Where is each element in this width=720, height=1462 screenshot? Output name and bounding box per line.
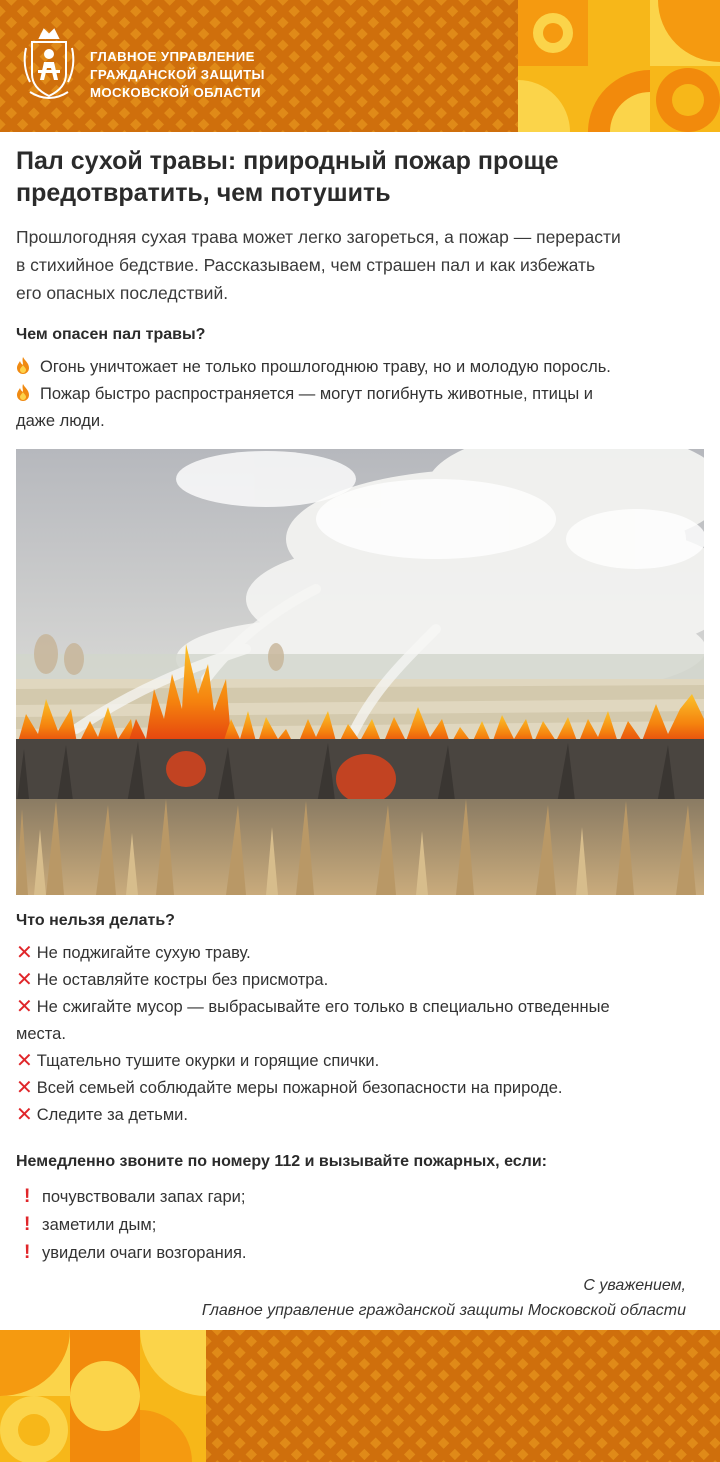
- footer-pattern: [206, 1330, 720, 1462]
- exclamation-icon: !: [24, 1186, 31, 1207]
- title-line-2: предотвратить, чем потушить: [16, 179, 391, 207]
- list-item: [16, 1048, 706, 1075]
- footer-banner: [0, 1330, 720, 1462]
- grass-fire-illustration: [16, 449, 704, 895]
- article-body: [16, 145, 706, 435]
- list-item: [16, 967, 706, 994]
- call-item-3: увидели очаги возгорания.: [42, 1244, 247, 1262]
- signature-org: Главное управление гражданской защиты Московской области: [201, 1302, 686, 1319]
- org-line-3: МОСКОВСКОЙ ОБЛАСТИ: [90, 85, 261, 100]
- dont-item-5: Всей семьей соблюдайте меры пожарной безопасности на природе.: [36, 1079, 563, 1097]
- call-heading: Немедленно звоните по номеру 112 и вызывайте пожарных, если:: [16, 1153, 547, 1170]
- lead-line-2: в стихийное бедствие. Рассказываем, чем страшен пал и как избежать: [16, 255, 596, 275]
- exclamation-icon: !: [24, 1214, 31, 1235]
- donts-heading: Что нельзя делать?: [16, 912, 175, 929]
- cross-mark-icon: ✕: [16, 969, 33, 991]
- cross-mark-icon: ✕: [16, 996, 33, 1018]
- donts-list: [16, 940, 706, 1129]
- signature: [202, 1273, 686, 1323]
- dont-item-1: Не поджигайте сухую траву.: [36, 944, 251, 962]
- title-line-1: Пал сухой травы: природный пожар проще: [16, 147, 559, 175]
- exclamation-icon: !: [24, 1242, 31, 1263]
- danger-item-2: Пожар быстро распространяется — могут погибнуть животные, птицы и: [40, 385, 593, 403]
- fire-icon: [16, 384, 30, 401]
- cross-mark-icon: ✕: [16, 1050, 33, 1072]
- lead-line-3: его опасных последствий.: [16, 283, 229, 303]
- dont-item-3: Не сжигайте мусор — выбрасывайте его только в специально отведенные: [36, 998, 610, 1016]
- article-lead: [16, 223, 706, 307]
- header-banner: [0, 0, 720, 132]
- danger-list: [16, 354, 706, 435]
- list-item: [16, 994, 706, 1021]
- list-item-continuation: места.: [16, 1025, 66, 1043]
- list-item: [16, 1075, 706, 1102]
- dont-item-6: Следите за детьми.: [36, 1106, 188, 1124]
- list-item: [16, 1102, 706, 1129]
- signature-greeting: С уважением,: [583, 1277, 686, 1294]
- cross-mark-icon: ✕: [16, 942, 33, 964]
- danger-item-1: Огонь уничтожает не только прошлогоднюю траву, но и молодую поросль.: [40, 358, 611, 376]
- list-item: [16, 354, 706, 381]
- org-line-2: ГРАЖДАНСКОЙ ЗАЩИТЫ: [90, 67, 265, 82]
- dont-item-2: Не оставляйте костры без присмотра.: [36, 971, 329, 989]
- coat-of-arms-logo: [20, 26, 78, 104]
- call-item-1: почувствовали запах гари;: [42, 1188, 246, 1206]
- rules-section: [16, 910, 706, 1267]
- fire-icon: [16, 357, 30, 374]
- list-item: [16, 1211, 706, 1239]
- list-item-continuation: даже люди.: [16, 412, 105, 430]
- lead-line-1: Прошлогодняя сухая трава может легко загореться, а пожар — перерасти: [16, 227, 621, 247]
- article-title: [16, 145, 706, 209]
- cross-mark-icon: ✕: [16, 1104, 33, 1126]
- call-list: [16, 1183, 706, 1267]
- list-item: [16, 940, 706, 967]
- list-item: [16, 381, 706, 408]
- footer-decor: [0, 1330, 206, 1462]
- list-item: [16, 1183, 706, 1211]
- danger-heading: Чем опасен пал травы?: [16, 326, 206, 343]
- call-item-2: заметили дым;: [42, 1216, 157, 1234]
- cross-mark-icon: ✕: [16, 1077, 33, 1099]
- dont-item-4: Тщательно тушите окурки и горящие спички.: [36, 1052, 380, 1070]
- header-decor: [518, 0, 720, 132]
- org-line-1: ГЛАВНОЕ УПРАВЛЕНИЕ: [90, 49, 255, 64]
- list-item: [16, 1239, 706, 1267]
- organization-name: [90, 48, 265, 102]
